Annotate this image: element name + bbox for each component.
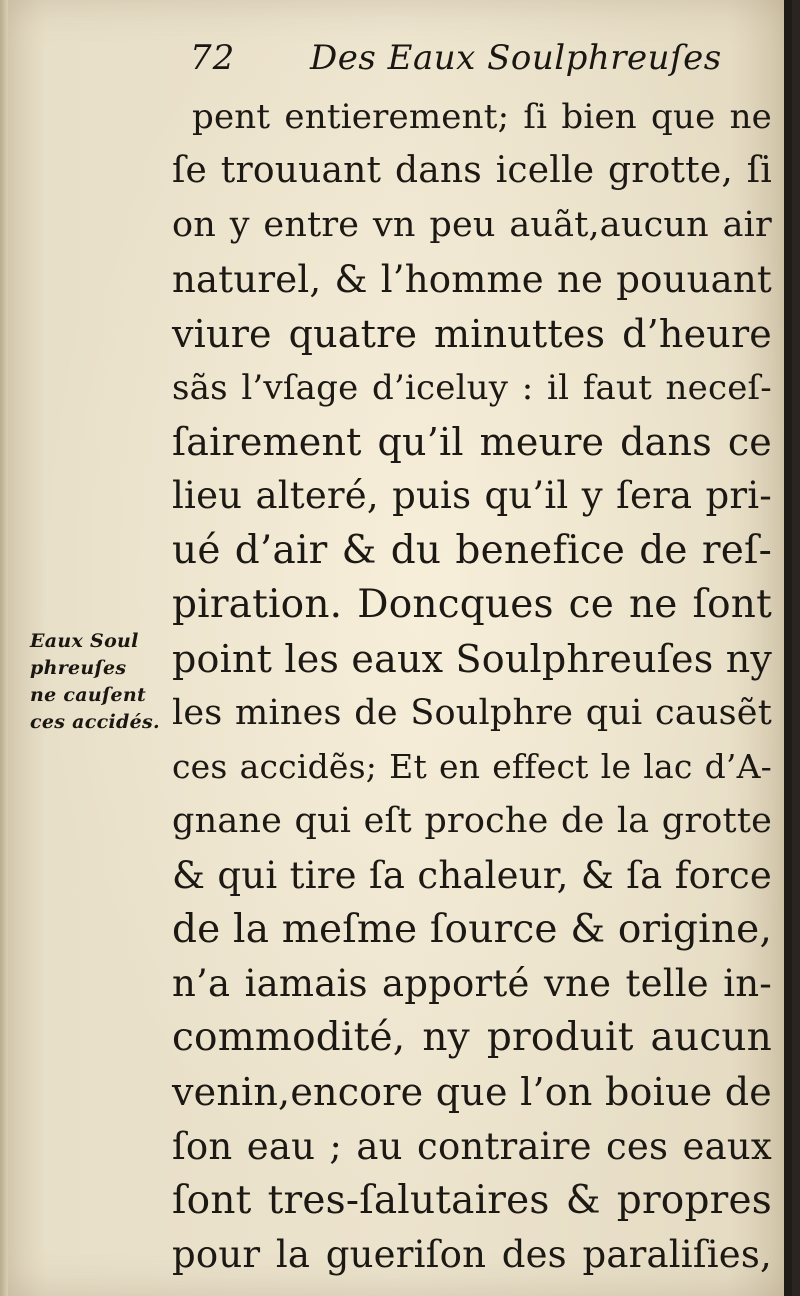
text-line: les mines de Soulphre qui causẽt xyxy=(172,693,772,734)
page-outer-edge xyxy=(784,0,792,1296)
marginal-note-line: phreuſes xyxy=(30,657,127,679)
text-line: pent entierement; ſi bien que ne xyxy=(192,97,772,137)
text-line: ſe trouuant dans icelle grotte, ſi xyxy=(172,150,772,192)
text-line: ſon eau ; au contraire ces eaux xyxy=(172,1124,772,1168)
text-line: de la meſme ſource & origine, xyxy=(172,906,773,952)
page-number: 72 xyxy=(190,38,236,78)
text-line: ſairement qu’il meure dans ce xyxy=(172,420,772,465)
text-line: piration. Doncques ce ne ſont xyxy=(172,581,772,627)
text-line: naturel, & l’homme ne pouuant xyxy=(172,257,772,301)
marginal-note-line: ne cauſent xyxy=(30,684,147,706)
text-line: venin,encore que l’on boiue de xyxy=(172,1070,772,1115)
page-gutter-edge xyxy=(0,0,8,1296)
marginal-note-line: ces accidés. xyxy=(30,711,160,733)
text-line: commodité, ny produit aucun xyxy=(172,1015,772,1061)
text-line: point les eaux Soulphreuſes ny xyxy=(172,636,773,681)
text-line: ſont tres-ſalutaires & propres xyxy=(172,1177,772,1223)
text-line: n’a iamais apporté vne telle in- xyxy=(172,962,772,1005)
marginal-note-line: Eaux Soul xyxy=(30,630,139,652)
text-line: ué d’air & du benefice de reſ- xyxy=(172,527,772,573)
text-line: viure quatre minuttes d’heure xyxy=(172,311,772,356)
text-line: & qui tire ſa chaleur, & ſa force xyxy=(172,853,772,897)
text-line: lieu alteré, puis qu’il y ſera pri- xyxy=(172,474,772,518)
text-line: ces accidẽs; Et en effect le lac d’A- xyxy=(172,747,772,787)
marginal-note xyxy=(30,628,180,736)
text-line: gnane qui eſt proche de la grotte xyxy=(172,801,772,842)
text-line: on y entre vn peu auãt,aucun air xyxy=(172,205,772,246)
text-line: sãs l’vſage d’iceluy : il faut neceſ- xyxy=(172,367,772,408)
body-text xyxy=(172,90,772,1282)
text-line: pour la gueriſon des paraliſies, xyxy=(172,1232,772,1276)
running-head: Des Eaux Soulphreuſes xyxy=(310,38,722,78)
